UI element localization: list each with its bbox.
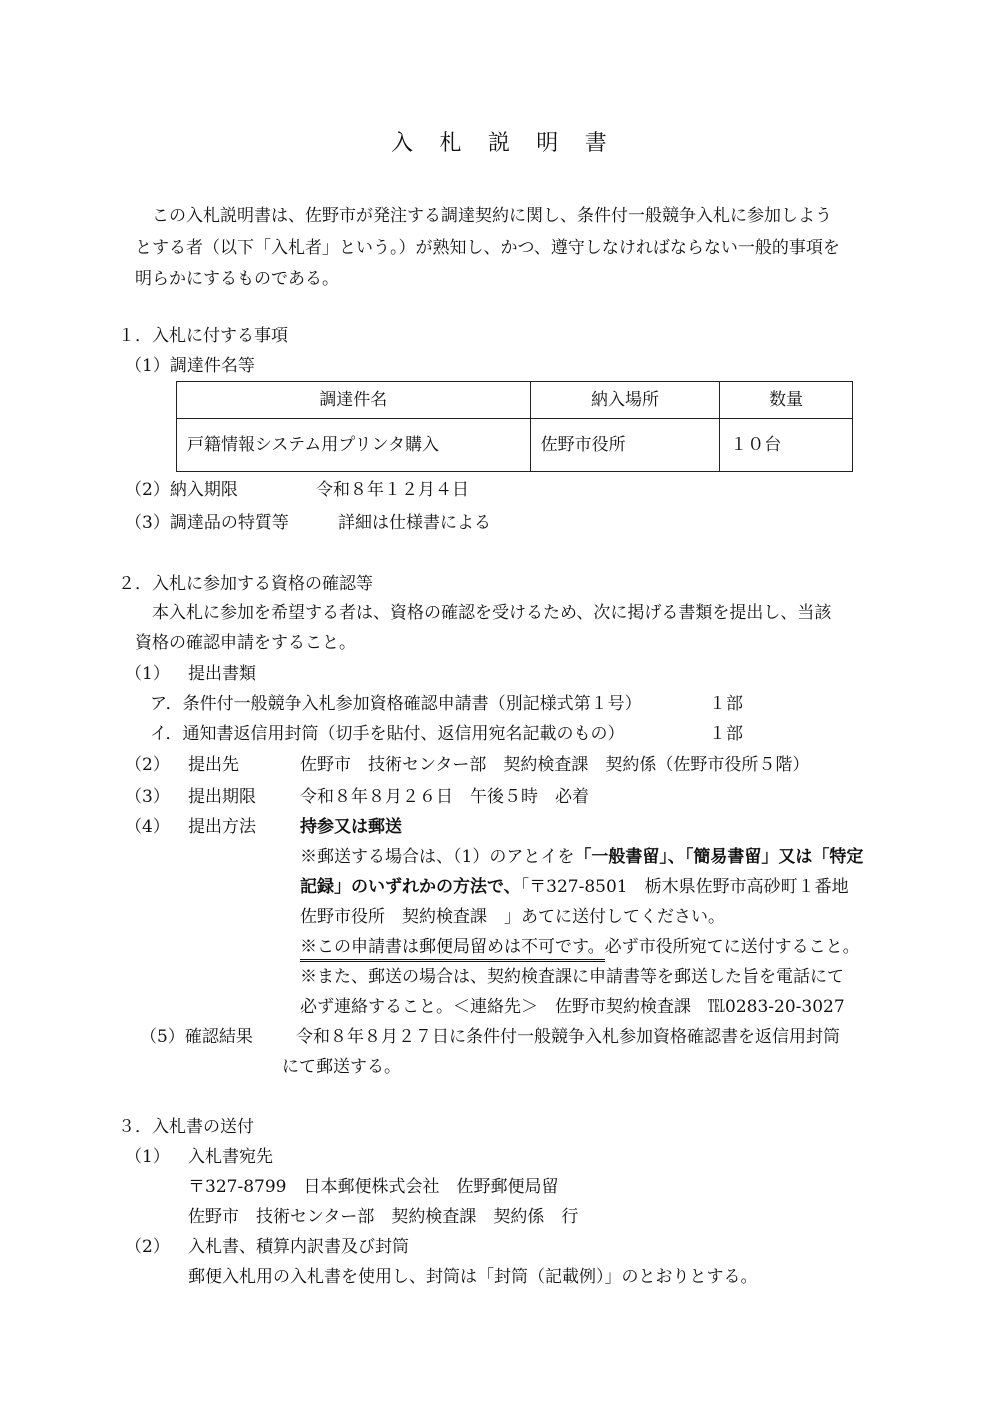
item-characteristics-value: 詳細は仕様書による	[338, 513, 491, 533]
mail-note-line-4	[300, 939, 860, 956]
document-a: ア．条件付一般競争入札参加資格確認申請書（別記様式第１号）	[150, 694, 642, 714]
mail-note-emphasis: 記録」のいずれかの方法で、	[300, 877, 521, 897]
confirmation-result: 令和８年８月２７日に条件付一般競争入札参加資格確認書を返信用封筒	[296, 1027, 840, 1047]
mail-note-text: 必ず市役所宛てに送付すること。	[604, 937, 860, 957]
submission-deadline: 令和８年８月２６日 午後５時 必着	[300, 787, 589, 807]
table-header-cell: 調達件名	[177, 382, 531, 419]
mail-note-line-6: 必ず連絡すること。＜連絡先＞ 佐野市契約検査課 ℡0283-20-3027	[300, 997, 845, 1017]
document-a-quantity: １部	[709, 694, 743, 714]
s2-item-4-number: （4）	[125, 817, 170, 837]
bid-envelope-instruction: 郵便入札用の入札書を使用し、封筒は「封筒（記載例）」のとおりとする。	[188, 1267, 758, 1287]
submission-method: 持参又は郵送	[300, 817, 402, 837]
document-i: イ．通知書返信用封筒（切手を貼付、返信用宛名記載のもの）	[150, 724, 625, 744]
s2-item-1-label: 提出書類	[188, 664, 256, 684]
s2-item-3-label: 提出期限	[188, 787, 256, 807]
s2-item-3-number: （3）	[125, 787, 170, 807]
submission-destination: 佐野市 技術センター部 契約検査課 契約係（佐野市役所５階）	[300, 755, 810, 775]
section-1-heading: １．入札に付する事項	[118, 326, 288, 346]
intro-line-2: とする者（以下「入札者」という。）が熟知し、かつ、遵守しなければならない一般的事項を	[135, 238, 840, 258]
s3-item-2-label: 入札書、積算内訳書及び封筒	[188, 1237, 409, 1257]
intro-line-3: 明らかにするものである。	[135, 269, 339, 289]
document-i-quantity: １部	[709, 724, 743, 744]
delivery-deadline-label: （2）納入期限	[125, 480, 238, 500]
confirmation-result-cont: にて郵送する。	[282, 1057, 401, 1077]
s3-item-1-number: （1）	[125, 1147, 170, 1167]
procurement-table	[176, 381, 853, 472]
mail-note-emphasis: 「一般書留」、「簡易書留」又は「特定	[574, 847, 864, 867]
table-header-row	[177, 382, 853, 419]
bid-address-line-1: 〒327-8799 日本郵便株式会社 佐野郵便局留	[188, 1177, 559, 1197]
section-2-heading: ２．入札に参加する資格の確認等	[118, 574, 373, 594]
table-cell: 戸籍情報システム用プリンタ購入	[177, 419, 531, 472]
item-characteristics-label: （3）調達品の特質等	[125, 513, 289, 533]
mail-note-line-5: ※また、郵送の場合は、契約検査課に申請書等を郵送した旨を電話にて	[300, 967, 844, 987]
table-row	[177, 419, 853, 472]
post-office-hold-warning: ※この申請書は郵便局留めは不可です。	[300, 937, 605, 962]
s2-item-4-label: 提出方法	[188, 817, 256, 837]
table-cell: １０台	[720, 419, 853, 472]
document-title: 入 札 説 明 書	[391, 131, 609, 156]
table-header-cell: 数量	[720, 382, 853, 419]
s3-item-1-label: 入札書宛先	[188, 1147, 273, 1167]
intro-line-1: この入札説明書は、佐野市が発注する調達契約に関し、条件付一般競争入札に参加しよう	[152, 206, 832, 226]
mail-note-text: ※郵送する場合は、（1）のアとイを	[300, 847, 575, 867]
table-header-cell: 納入場所	[530, 382, 720, 419]
mail-note-line-2	[300, 879, 849, 896]
mail-note-line-1	[300, 849, 863, 866]
bid-address-line-2: 佐野市 技術センター部 契約検査課 契約係 行	[188, 1207, 579, 1227]
mail-note-line-3: 佐野市役所 契約検査課 」あてに送付してください。	[300, 907, 725, 927]
s2-item-1-number: （1）	[125, 664, 170, 684]
s3-item-2-number: （2）	[125, 1237, 170, 1257]
s2-item-5-label: （5）確認結果	[140, 1027, 253, 1047]
s2-item-2-label: 提出先	[188, 755, 239, 775]
mail-note-address: 「〒327-8501 栃木県佐野市高砂町１番地	[520, 877, 849, 897]
delivery-deadline-value: 令和８年１２月４日	[316, 480, 469, 500]
section-2-para-2: 資格の確認申請をすること。	[135, 633, 356, 653]
section-1-item-1: （1）調達件名等	[125, 356, 255, 376]
section-3-heading: ３．入札書の送付	[118, 1117, 254, 1137]
table-cell: 佐野市役所	[530, 419, 720, 472]
s2-item-2-number: （2）	[125, 755, 170, 775]
section-2-para-1: 本入札に参加を希望する者は、資格の確認を受けるため、次に掲げる書類を提出し、当該	[152, 603, 832, 623]
